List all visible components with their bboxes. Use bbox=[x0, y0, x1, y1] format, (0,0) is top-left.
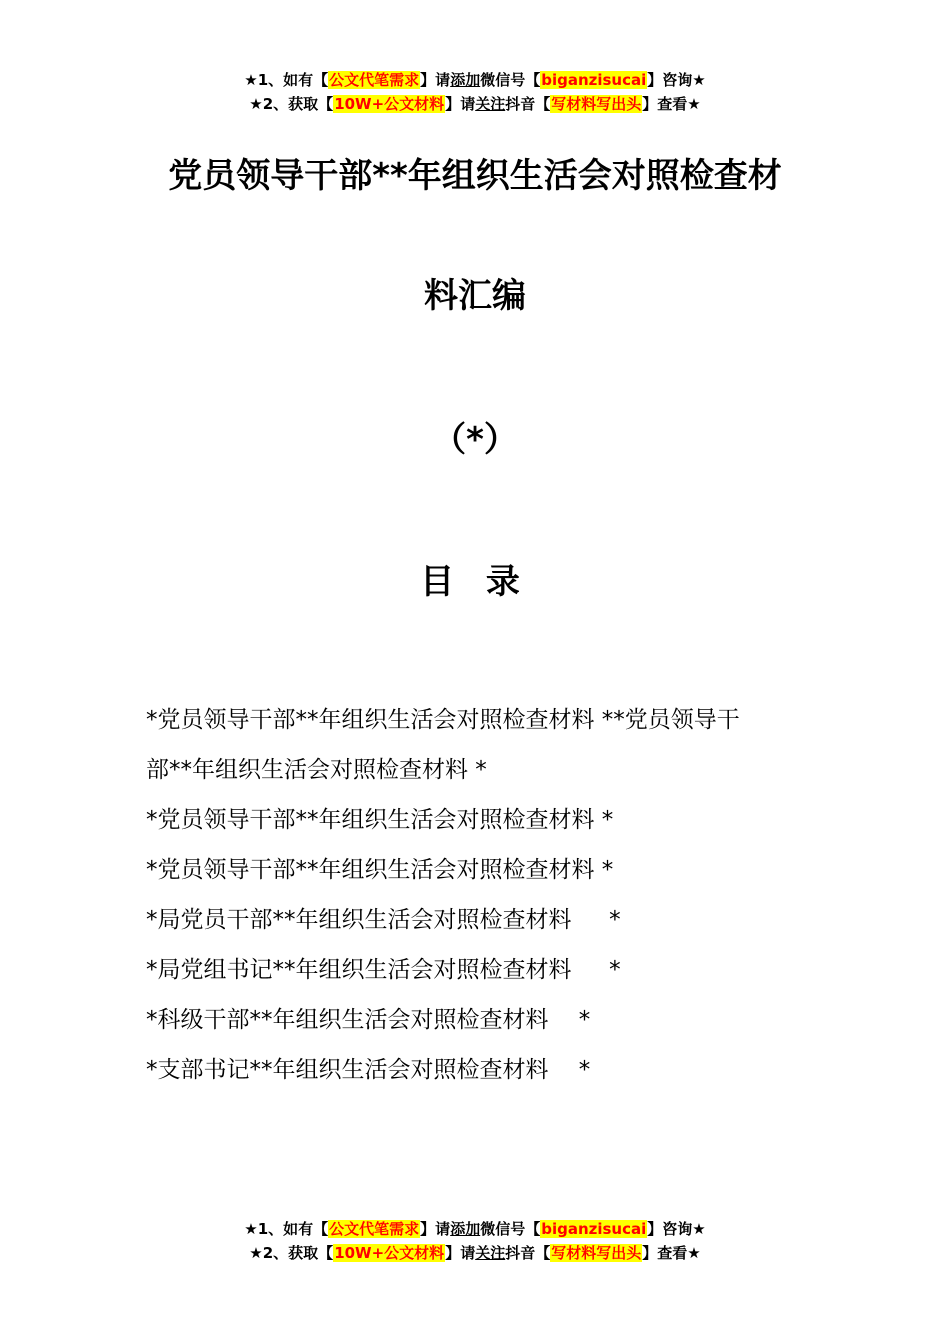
toc-item[interactable]: *党员领导干部**年组织生活会对照检查材料 * bbox=[146, 857, 614, 883]
banner-text: 微信号【 bbox=[480, 71, 541, 89]
toc-item[interactable]: *党员领导干部**年组织生活会对照检查材料 **党员领导干 bbox=[146, 707, 740, 733]
banner-text: 】咨询★ bbox=[647, 1220, 706, 1238]
banner-line-2 bbox=[0, 92, 950, 116]
banner-text: 】请 bbox=[445, 95, 476, 113]
bottom-banner bbox=[0, 1217, 950, 1265]
banner-underline-text: 关注 bbox=[475, 95, 506, 113]
banner-text: ★1、如有【 bbox=[244, 1220, 329, 1238]
banner-line-1 bbox=[0, 68, 950, 92]
banner-underline-text: 添加 bbox=[450, 71, 481, 89]
banner-text: 】查看★ bbox=[642, 95, 701, 113]
banner-underline-text: 关注 bbox=[475, 1244, 506, 1262]
toc-item[interactable]: *党员领导干部**年组织生活会对照检查材料 * bbox=[146, 807, 614, 833]
banner-text: 】请 bbox=[420, 1220, 451, 1238]
toc-item[interactable]: *科级干部**年组织生活会对照检查材料 * bbox=[146, 1007, 591, 1033]
document-title-line-2: 料汇编 bbox=[424, 276, 526, 316]
banner-text: 】咨询★ bbox=[647, 71, 706, 89]
banner-highlight: 10W+公文材料 bbox=[334, 1244, 445, 1262]
toc-item[interactable]: *支部书记**年组织生活会对照检查材料 * bbox=[146, 1057, 591, 1083]
toc-item[interactable]: *局党员干部**年组织生活会对照检查材料 * bbox=[146, 907, 621, 933]
banner-text: 】查看★ bbox=[642, 1244, 701, 1262]
banner-douyin-id: 写材料写出头 bbox=[551, 95, 642, 113]
banner-wechat-id: biganzisucai bbox=[541, 1220, 647, 1238]
toc-item[interactable]: *局党组书记**年组织生活会对照检查材料 * bbox=[146, 957, 621, 983]
banner-text: ★1、如有【 bbox=[244, 71, 329, 89]
banner-highlight: 公文代笔需求 bbox=[329, 71, 420, 89]
top-banner bbox=[0, 68, 950, 116]
banner-line-2 bbox=[0, 1241, 950, 1265]
banner-wechat-id: biganzisucai bbox=[541, 71, 647, 89]
table-of-contents bbox=[146, 695, 816, 1095]
toc-heading: 目 录 bbox=[420, 562, 530, 602]
document-title-line-1: 党员领导干部**年组织生活会对照检查材 bbox=[168, 156, 782, 196]
banner-text: 】请 bbox=[420, 71, 451, 89]
document-title-subtitle: （*） bbox=[432, 420, 518, 460]
banner-text: 抖音【 bbox=[505, 1244, 551, 1262]
banner-highlight: 公文代笔需求 bbox=[329, 1220, 420, 1238]
banner-text: 】请 bbox=[445, 1244, 476, 1262]
banner-douyin-id: 写材料写出头 bbox=[551, 1244, 642, 1262]
banner-text: 微信号【 bbox=[480, 1220, 541, 1238]
banner-text: 抖音【 bbox=[505, 95, 551, 113]
banner-text: ★2、获取【 bbox=[249, 95, 334, 113]
banner-highlight: 10W+公文材料 bbox=[334, 95, 445, 113]
banner-underline-text: 添加 bbox=[450, 1220, 481, 1238]
banner-text: ★2、获取【 bbox=[249, 1244, 334, 1262]
banner-line-1 bbox=[0, 1217, 950, 1241]
toc-item[interactable]: 部**年组织生活会对照检查材料 * bbox=[146, 757, 487, 783]
